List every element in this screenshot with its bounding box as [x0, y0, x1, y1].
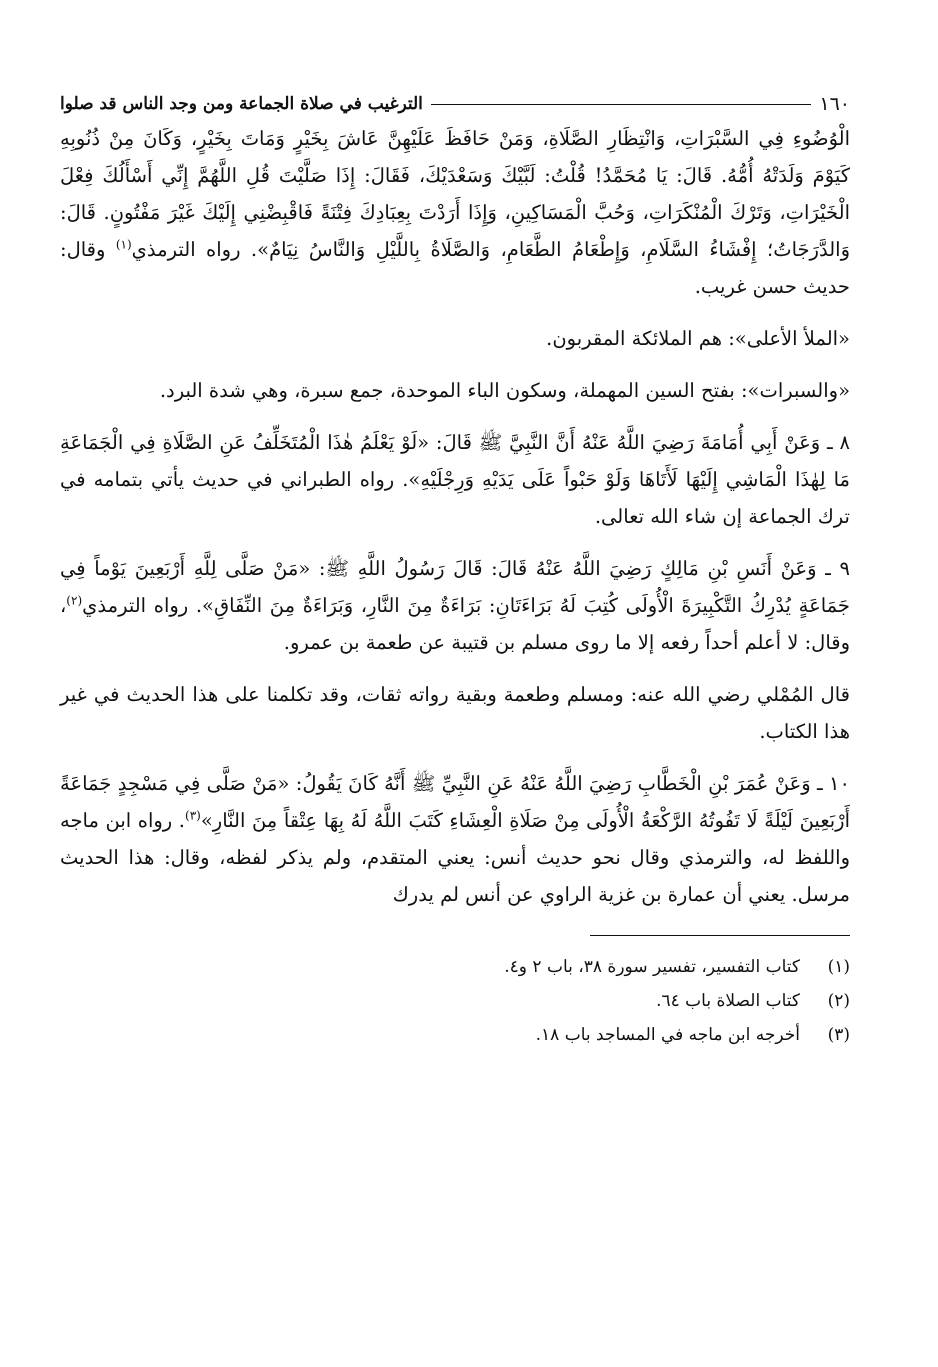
book-page [60, 88, 850, 1328]
main-text [60, 120, 850, 913]
header-rule [431, 104, 811, 105]
footnotes [60, 950, 850, 1052]
footnote: (١) كتاب التفسير، تفسير سورة ٣٨، باب ٢ و٤. [504, 957, 850, 977]
paragraph: قال المُمْلي رضي الله عنه: ومسلم وطعمة وبقية رواته ثقات، وقد تكلمنا على هذا الحديث في غير هذا الكتاب. [60, 683, 850, 743]
paragraph: ١٠ ـ وَعَنْ عُمَرَ بْنِ الْخَطَّابِ رَضِيَ اللَّهُ عَنْهُ عَنِ النَّبِيِّ ﷺ أَنَّهُ كَانَ يَقُولُ: «مَنْ صَلَّى فِي مَسْجِدٍ جَمَاعَةً أَرْبَعِينَ لَيْلَةً لَا تَفُوتُهُ الرَّكْعَةُ الْأُولَى مِنْ صَلَاةِ الْعِشَاءِ كَتَبَ اللَّهُ لَهُ بِهَا عِتْقاً مِنَ النَّارِ»$^{(٣)}$. رواه ابن ماجه واللفظ له، والترمذي وقال نحو حديث أنس: يعني المتقدم، ولم يذكر لفظه، وقال: هذا الحديث مرسل. يعني أن عمارة بن غزية الراوي عن أنس لم يدرك [60, 772, 850, 906]
running-header [60, 88, 850, 120]
paragraph: الْوُضُوءِ فِي السَّبْرَاتِ، وَانْتِظَارِ الصَّلَاةِ، وَمَنْ حَافَظَ عَلَيْهِنَّ عَاشَ بِخَيْرٍ وَمَاتَ بِخَيْرٍ، وَكَانَ مِنْ ذُنُوبِهِ كَيَوْمَ وَلَدَتْهُ أُمُّهُ. قَالَ: يَا مُحَمَّدُ! قُلْتُ: لَبَّيْكَ وَسَعْدَيْكَ، فَقَالَ: إِذَا صَلَّيْتَ قُلِ اللَّهُمَّ إِنِّي أَسْأَلُكَ فِعْلَ الْخَيْرَاتِ، وَتَرْكَ الْمُنْكَرَاتِ، وَحُبَّ الْمَسَاكِينِ، وَإِذَا أَرَدْتَ بِعِبَادِكَ فِتْنَةً فَاقْبِضْنِي إِلَيْكَ غَيْرَ مَفْتُونٍ. قَالَ: وَالدَّرَجَاتُ؛ إِفْشَاءُ السَّلَامِ، وَإِطْعَامُ الطَّعَامِ، وَالصَّلَاةُ بِاللَّيْلِ وَالنَّاسُ نِيَامٌ». رواه الترمذي$^{(١)}$ وقال: حديث حسن غريب. [60, 127, 850, 298]
footnote: (٣) أخرجه ابن ماجه في المساجد باب ١٨. [535, 1025, 850, 1045]
footnote: (٢) كتاب الصلاة باب ٦٤. [656, 991, 850, 1011]
paragraph: «الملأ الأعلى»: هم الملائكة المقربون. [546, 327, 850, 350]
footnote-ref: (٢) [66, 593, 83, 608]
footnote-ref: (٣) [185, 808, 201, 823]
page-number: ١٦٠ [819, 93, 850, 115]
running-title: الترغيب في صلاة الجماعة ومن وجد الناس قد صلوا [60, 94, 423, 114]
paragraph: ٨ ـ وَعَنْ أَبِي أُمَامَةَ رَضِيَ اللَّهُ عَنْهُ أَنَّ النَّبِيَّ ﷺ قَالَ: «لَوْ يَعْلَمُ هٰذَا الْمُتَخَلِّفُ عَنِ الصَّلَاةِ فِي الْجَمَاعَةِ مَا لِهٰذَا الْمَاشِي إِلَيْهَا لَأَتَاهَا وَلَوْ حَبْواً عَلَى يَدَيْهِ وَرِجْلَيْهِ». رواه الطبراني في حديث يأتي بتمامه في ترك الجماعة إن شاء الله تعالى. [60, 431, 850, 528]
paragraph: ٩ ـ وَعَنْ أَنَسِ بْنِ مَالِكٍ رَضِيَ اللَّهُ عَنْهُ قَالَ: قَالَ رَسُولُ اللَّهِ ﷺ: «مَنْ صَلَّى لِلَّهِ أَرْبَعِينَ يَوْماً فِي جَمَاعَةٍ يُدْرِكُ التَّكْبِيرَةَ الْأُولَى كُتِبَ لَهُ بَرَاءَتَانِ: بَرَاءَةٌ مِنَ النَّارِ، وَبَرَاءَةٌ مِنَ النِّفَاقِ». رواه الترمذي$^{(٢)}$، وقال: لا أعلم أحداً رفعه إلا ما روى مسلم بن قتيبة عن طعمة بن عمرو. [60, 557, 850, 654]
footnote-ref: (١) [115, 237, 132, 252]
paragraph: «والسبرات»: بفتح السين المهملة، وسكون الباء الموحدة، جمع سبرة، وهي شدة البرد. [159, 379, 850, 402]
footnote-divider [590, 935, 850, 936]
